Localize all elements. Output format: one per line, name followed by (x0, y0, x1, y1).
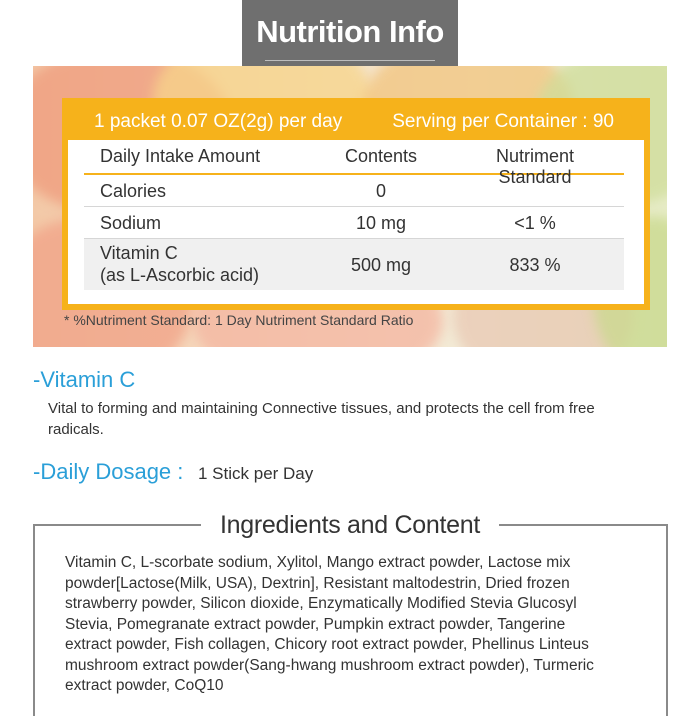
serving-header (68, 104, 644, 140)
ingredients-line: Vitamin C, L-scorbate sodium, Xylitol, Mango extract powder, Lactose mix (65, 554, 571, 571)
column-header: Contents (344, 146, 418, 166)
nutrient-name: Vitamin C (100, 243, 178, 263)
page-title: Nutrition Info (256, 13, 444, 49)
table-row (84, 175, 624, 207)
nutrient-name: Sodium (100, 213, 162, 233)
table-row (84, 207, 624, 239)
ingredients-line: Stevia, Pomegranate extract powder, Pumpkin extract powder, Tangerine (65, 615, 566, 633)
daily-dosage-value: 1 Stick per Day (198, 464, 314, 483)
vitamin-c-description-line: radicals. (48, 421, 104, 438)
table-header-row (84, 140, 624, 187)
nutrient-standard: <1 % (514, 213, 556, 233)
nutrient-contents: 500 mg (350, 255, 412, 275)
footnote: * %Nutriment Standard: 1 Day Nutriment Standard Ratio (64, 312, 414, 328)
nutrient-standard: 833 % (509, 255, 561, 275)
nutrient-contents: 10 mg (355, 213, 407, 233)
ingredients-heading-wrap (201, 508, 499, 542)
table-row (84, 239, 624, 290)
servings-per-container: Serving per Container : 90 (392, 111, 614, 132)
daily-dosage-heading: -Daily Dosage : (33, 459, 184, 484)
nutrient-contents: 0 (375, 181, 386, 201)
title-underline (265, 60, 435, 61)
ingredients-list (65, 553, 650, 697)
nutrient-name: Calories (100, 181, 167, 201)
column-header: Daily Intake Amount (100, 146, 261, 166)
nutrient-name-detail: (as L-Ascorbic acid) (100, 265, 260, 285)
column-header: Nutriment Standard (495, 146, 575, 187)
ingredients-line: mushroom extract powder(Sang-hwang mushroom extract powder), Turmeric (65, 656, 594, 674)
vitamin-c-description-line: Vital to forming and maintaining Connective tissues, and protects the cell from free (48, 400, 595, 417)
ingredients-line: strawberry powder, Silicon dioxide, Enzymatically Modified Stevia Glucosyl (65, 595, 577, 612)
ingredients-line: extract powder, CoQ10 (65, 677, 224, 694)
ingredients-line: extract powder, Fish collagen, Chicory root extract powder, Phellinus Linteus (65, 636, 589, 653)
vitamin-c-heading: -Vitamin C (33, 367, 136, 392)
serving-size: 1 packet 0.07 OZ(2g) per day (94, 111, 343, 132)
ingredients-line: powder[Lactose(Milk, USA), Dextrin], Resistant maltodestrin, Dried frozen (65, 574, 570, 592)
ingredients-heading: Ingredients and Content (220, 511, 480, 539)
nutrition-table (62, 98, 650, 310)
